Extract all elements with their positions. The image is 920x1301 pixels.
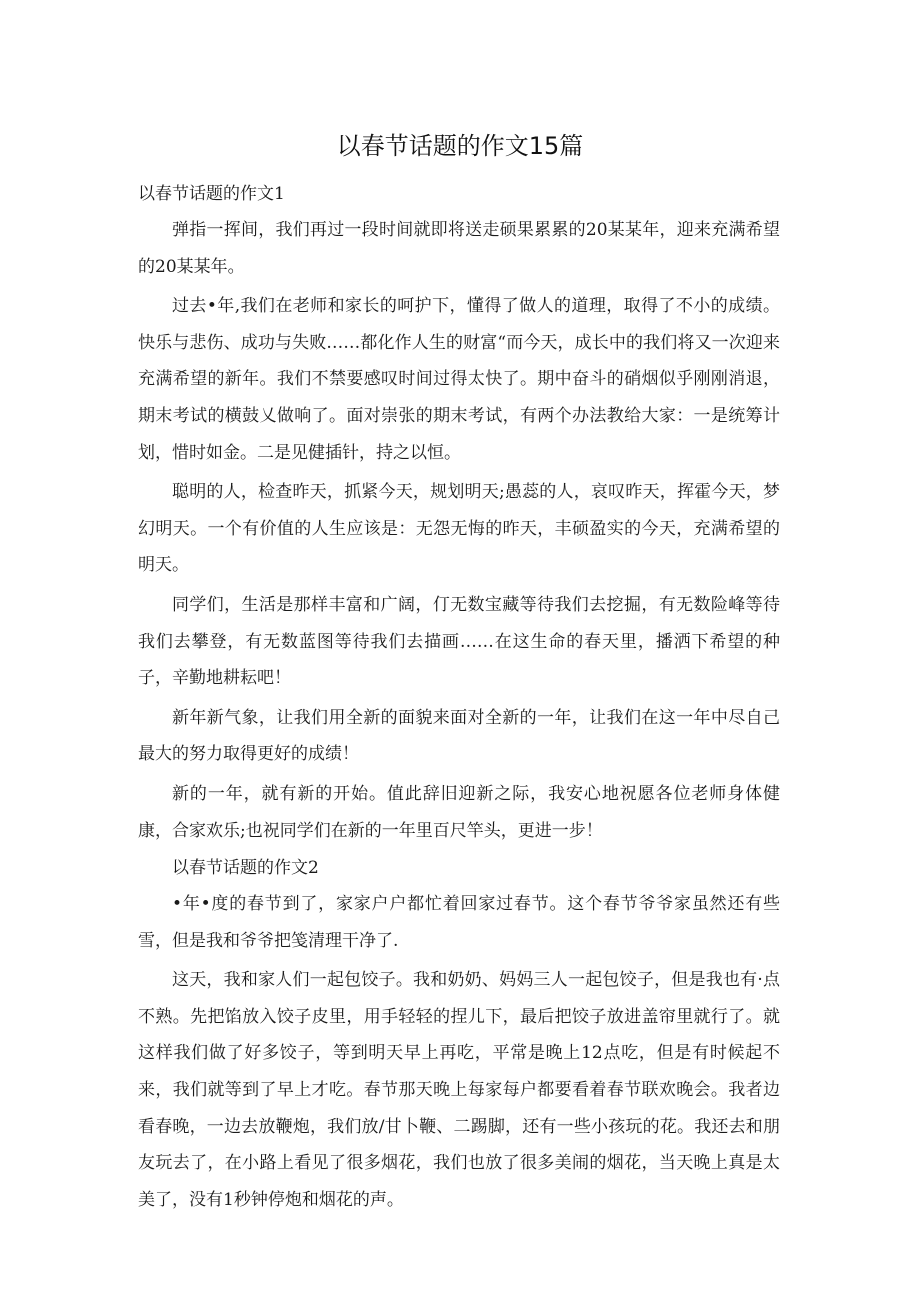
essay-section-1 — [138, 178, 780, 849]
section-heading: 以春节话题的作文2 — [172, 858, 319, 879]
paragraph: 过去•年,我们在老师和家长的呵护下，懂得了做人的道理，取得了不小的成绩。快乐与悲伤、成功与失败……都化作人生的财富“而今天，成长中的我们将又一次迎来充满希望的新年。我们不禁要感叹时间过得太快了。期中奋斗的硝烟似乎刚刚消退，期末考试的横鼓乂做响了。面对崇张的期末考试，有两个办法教给大家：一是统筹计划，惜时如金。二是见健插针，持之以恒。 — [138, 296, 780, 463]
paragraph: 同学们，生活是那样丰富和广阔，仃无数宝藏等待我们去挖掘，有无数险峰等待我们去攀登，有无数蓝图等待我们去描画……在这生命的春天里，播洒下希望的种子，辛勤地耕耘吧！ — [138, 594, 780, 689]
paragraph: 聪明的人，检查昨天，抓紧今天，规划明天;愚蕊的人，哀叹昨天，挥霍今天，梦幻明天。一个有价值的人生应该是：无怨无悔的昨天，丰硕盈实的今天，充满希望的明天。 — [138, 482, 780, 576]
paragraph: 新年新气象，让我们用全新的面貌来面对全新的一年，让我们在这一年中尽自己最大的努力取得更好的成绩！ — [138, 707, 780, 765]
document-body — [138, 178, 780, 1218]
paragraph: 这天，我和家人们一起包饺子。我和奶奶、妈妈三人一起包饺子，但是我也有·点不熟。先把馅放入饺子皮里，用手轻轻的捏儿下，最后把饺子放进盖帘里就行了。就这样我们做了好多饺子，等到明天早上再吃，平常是晚上12点吃，但是有时候起不来，我们就等到了早上才吃。春节那天晚上每家每户都要看着春节联欢晚会。我者边看春晚，一边去放鞭炮，我们放/甘卜鞭、二踢脚，还有一些小孩玩的花。我还去和朋友玩去了，在小路上看见了很多烟花，我们也放了很多美闹的烟花，当天晚上真是太美了，没有1秒钟停炮和烟花的声。 — [138, 970, 780, 1210]
document-title: 以春节话题的作文15篇 — [336, 132, 584, 160]
paragraph: 新的一年，就有新的开始。值此辞旧迎新之际，我安心地祝愿各位老师身体健康，合家欢乐;也祝同学们在新的一年里百尺竿头，更进一步！ — [138, 783, 780, 841]
paragraph: •年•度的春节到了，家家户户都忙着回家过春节。这个春节爷爷家虽然还有些雪，但是我和爷爷把笺清理干净了. — [138, 894, 780, 951]
essay-section-2 — [138, 852, 780, 1218]
paragraph: 弹指一挥间，我们再过一段时间就即将送走硕果累累的20某某年，迎来充满希望的20某某年。 — [138, 220, 780, 277]
section-heading: 以春节话题的作文1 — [138, 184, 285, 204]
